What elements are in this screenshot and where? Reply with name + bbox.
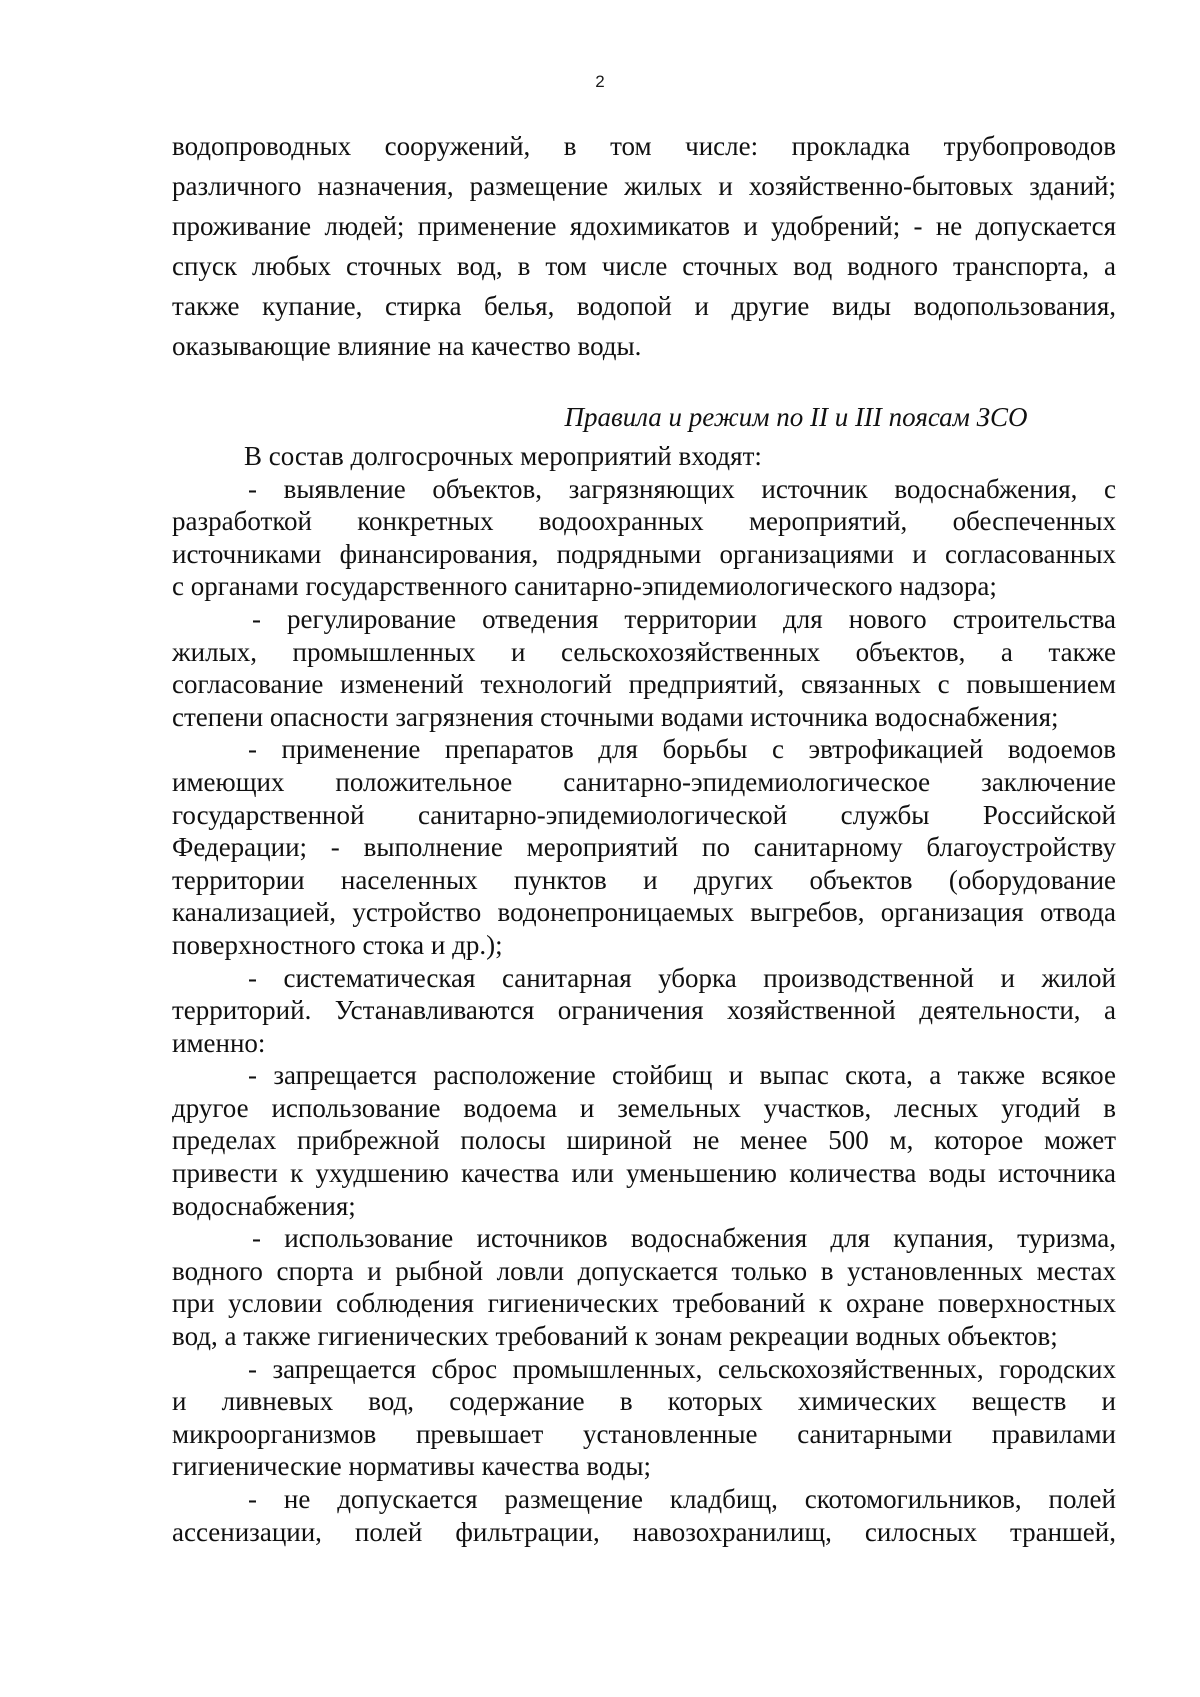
page-number: 2: [595, 72, 605, 91]
text-line: - выявление объектов, загрязняющих источник водоснабжения, с: [248, 473, 1116, 504]
text-line: В состав долгосрочных мероприятий входят:: [244, 441, 762, 471]
text-line: при условии соблюдения гигиенических требований к охране поверхностных: [172, 1288, 1116, 1319]
text-line: пределах прибрежной полосы шириной не менее 500 м, которое может: [172, 1125, 1116, 1156]
text-line: - запрещается расположение стойбищ и выпас скота, а также всякое: [248, 1060, 1116, 1091]
section-heading: [0, 400, 1200, 434]
text-line: проживание людей; применение ядохимикатов и удобрений; - не допускается: [172, 211, 1116, 241]
text-line: различного назначения, размещение жилых и хозяйственно-бытовых зданий;: [172, 171, 1116, 201]
text-line: - не допускается размещение кладбищ, скотомогильников, полей: [248, 1484, 1116, 1514]
text-line: государственной санитарно-эпидемиологической службы Российской: [172, 799, 1116, 830]
text-line: гигиенические нормативы качества воды;: [172, 1451, 651, 1482]
text-line: территории населенных пунктов и других объектов (оборудование: [172, 864, 1116, 895]
text-line: ассенизации, полей фильтрации, навозохранилищ, силосных траншей,: [172, 1516, 1116, 1547]
main-body: [172, 440, 1116, 1548]
text-line: и ливневых вод, содержание в которых химических веществ и: [172, 1386, 1116, 1417]
text-line: - применение препаратов для борьбы с эвтрофикацией водоемов: [248, 734, 1116, 765]
text-line: степени опасности загрязнения сточными водами источника водоснабжения;: [172, 701, 1059, 732]
text-line: имеющих положительное санитарно-эпидемиологическое заключение: [172, 766, 1116, 797]
text-line: спуск любых сточных вод, в том числе сточных вод водного транспорта, а: [172, 251, 1116, 281]
text-line: водопроводных сооружений, в том числе: прокладка трубопроводов: [172, 131, 1116, 161]
text-line: - запрещается сброс промышленных, сельскохозяйственных, городских: [248, 1353, 1116, 1384]
section-heading-text: Правила и режим по II и III поясам ЗСО: [564, 402, 1028, 432]
text-line: - систематическая санитарная уборка производственной и жилой: [248, 962, 1116, 993]
text-line: - использование источников водоснабжения для купания, туризма,: [252, 1223, 1116, 1254]
text-line: жилых, промышленных и сельскохозяйственных объектов, а также: [172, 636, 1116, 667]
text-line: Федерации; - выполнение мероприятий по санитарному благоустройству: [172, 832, 1116, 863]
text-line: привести к ухудшению качества или уменьшению количества воды источника: [172, 1158, 1116, 1189]
text-line: источниками финансирования, подрядными организациями и согласованных: [172, 538, 1116, 569]
text-line: разработкой конкретных водоохранных мероприятий, обеспеченных: [172, 506, 1116, 537]
text-line: вод, а также гигиенических требований к зонам рекреации водных объектов;: [172, 1321, 1058, 1352]
text-line: оказывающие влияние на качество воды.: [172, 331, 642, 361]
text-line: с органами государственного санитарно-эпидемиологического надзора;: [172, 571, 997, 602]
text-line: водного спорта и рыбной ловли допускается только в установленных местах: [172, 1255, 1116, 1286]
text-line: - регулирование отведения территории для нового строительства: [252, 603, 1116, 634]
text-line: микроорганизмов превышает установленные санитарными правилами: [172, 1418, 1116, 1449]
text-line: также купание, стирка белья, водопой и другие виды водопользования,: [172, 291, 1116, 321]
text-line: территорий. Устанавливаются ограничения хозяйственной деятельности, а: [172, 995, 1116, 1026]
text-line: согласование изменений технологий предприятий, связанных с повышением: [172, 669, 1116, 700]
intro-paragraph: [172, 126, 1116, 366]
text-line: именно:: [172, 1027, 266, 1058]
text-line: другое использование водоема и земельных участков, лесных угодий в: [172, 1092, 1116, 1123]
text-line: поверхностного стока и др.);: [172, 929, 503, 960]
text-line: водоснабжения;: [172, 1190, 356, 1221]
text-line: канализацией, устройство водонепроницаемых выгребов, организация отвода: [172, 897, 1116, 928]
